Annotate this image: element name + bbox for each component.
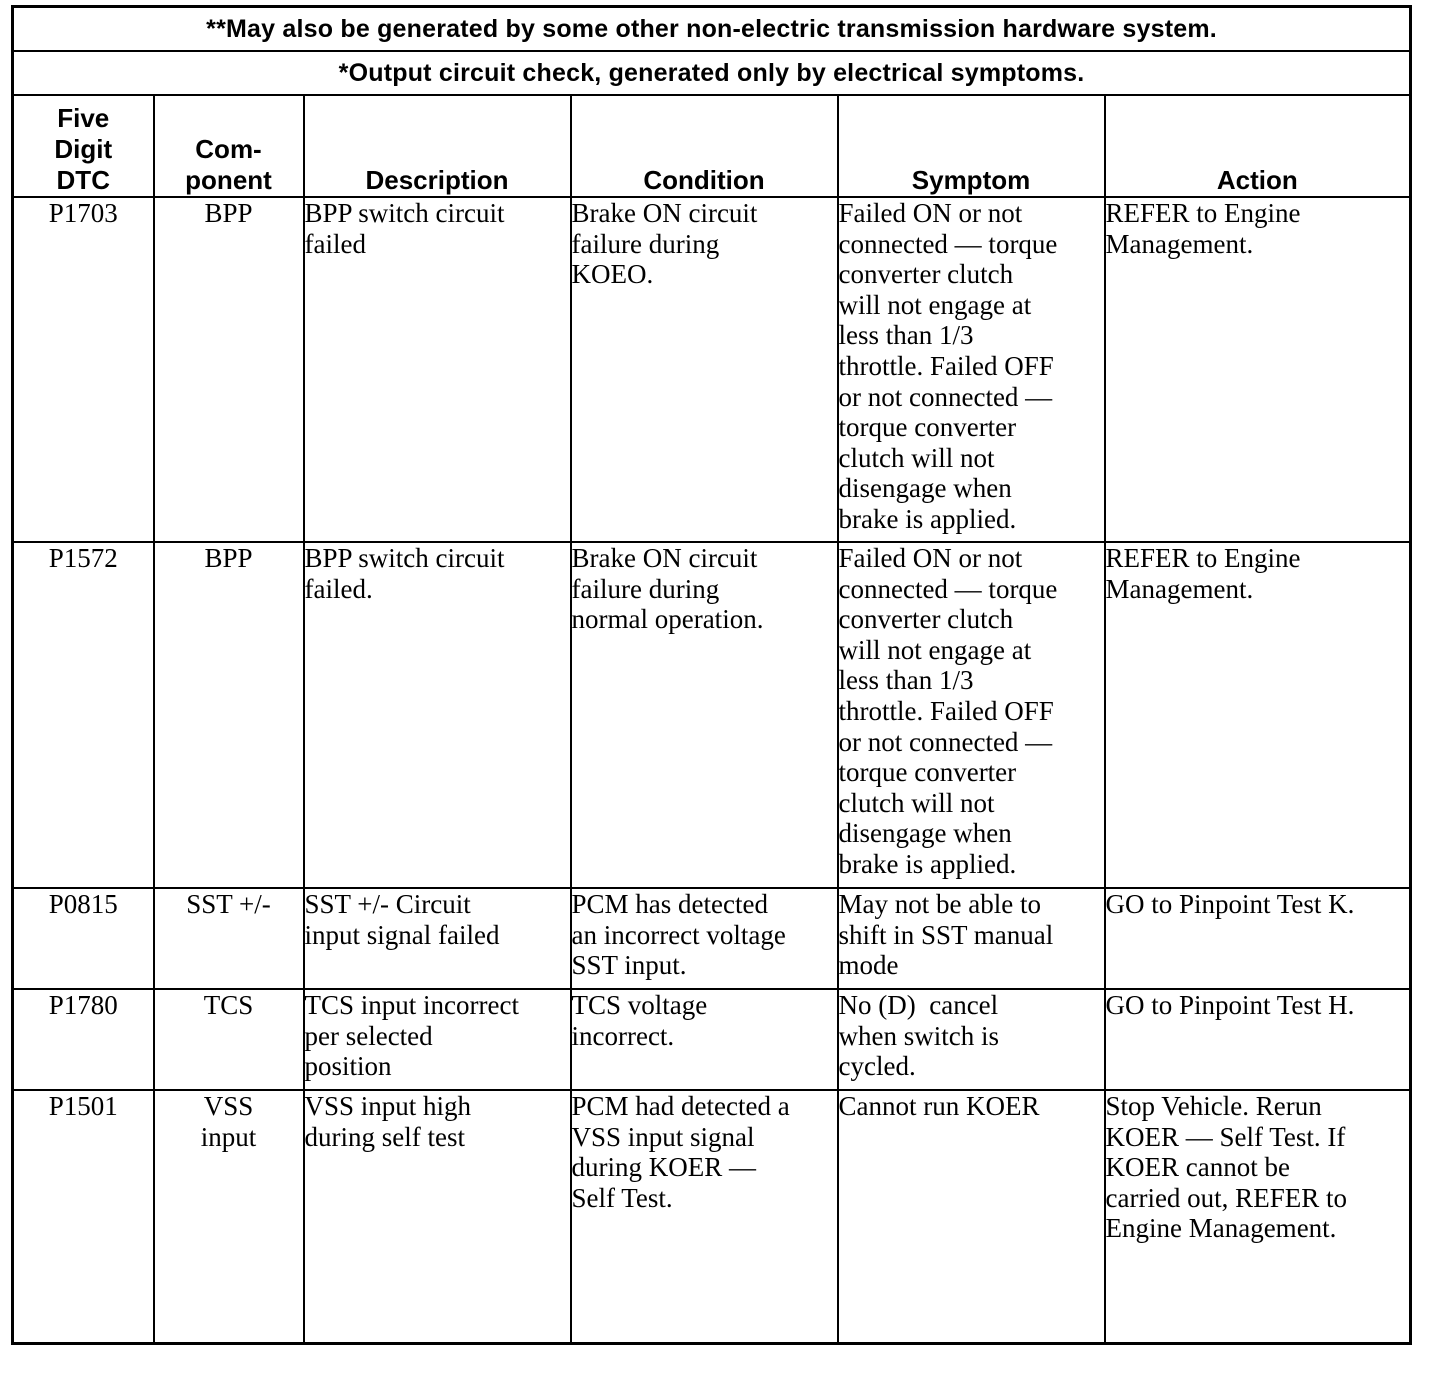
action: GO to Pinpoint Test H.: [1105, 989, 1411, 1090]
dtc-code: P1572: [13, 542, 154, 888]
table-row: [13, 1090, 1411, 1344]
dtc-code: P1501: [13, 1090, 154, 1344]
action: GO to Pinpoint Test K.: [1105, 888, 1411, 989]
column-header-row: [13, 95, 1411, 197]
dtc-code: P0815: [13, 888, 154, 989]
table-row: [13, 542, 1411, 888]
header-condition: Condition: [571, 95, 838, 197]
banner-note-output-circuit: *Output circuit check, generated only by electrical symptoms.: [13, 51, 1411, 95]
header-dtc: Five Digit DTC: [13, 95, 154, 197]
dtc-code: P1780: [13, 989, 154, 1090]
header-action: Action: [1105, 95, 1411, 197]
condition: Brake ON circuit failure during KOEO.: [571, 197, 838, 542]
action: REFER to Engine Management.: [1105, 197, 1411, 542]
condition: PCM has detected an incorrect voltage SST input.: [571, 888, 838, 989]
header-symptom: Symptom: [838, 95, 1105, 197]
description: BPP switch circuit failed: [304, 197, 571, 542]
component: TCS: [154, 989, 304, 1090]
header-description: Description: [304, 95, 571, 197]
component: VSS input: [154, 1090, 304, 1344]
dtc-table-wrapper: [11, 5, 1412, 1345]
dtc-table: [11, 5, 1412, 1345]
dtc-code: P1703: [13, 197, 154, 542]
symptom: Cannot run KOER: [838, 1090, 1105, 1344]
description: BPP switch circuit failed.: [304, 542, 571, 888]
symptom: May not be able to shift in SST manual mode: [838, 888, 1105, 989]
description: VSS input high during self test: [304, 1090, 571, 1344]
condition: Brake ON circuit failure during normal operation.: [571, 542, 838, 888]
banner-note-hardware: **May also be generated by some other non-electric transmission hardware system.: [13, 7, 1411, 52]
action: Stop Vehicle. Rerun KOER — Self Test. If KOER cannot be carried out, REFER to Engine Management.: [1105, 1090, 1411, 1344]
table-row: [13, 888, 1411, 989]
component: BPP: [154, 542, 304, 888]
symptom: Failed ON or not connected — torque converter clutch will not engage at less than 1/3 throttle. Failed OFF or not connected — torque converter clutch will not disengage when brake is applied.: [838, 197, 1105, 542]
header-component: Com- ponent: [154, 95, 304, 197]
action: REFER to Engine Management.: [1105, 542, 1411, 888]
symptom: Failed ON or not connected — torque converter clutch will not engage at less than 1/3 throttle. Failed OFF or not connected — torque converter clutch will not disengage when brake is applied.: [838, 542, 1105, 888]
table-row: [13, 989, 1411, 1090]
description: TCS input incorrect per selected position: [304, 989, 571, 1090]
symptom: No (D) cancel when switch is cycled.: [838, 989, 1105, 1090]
component: SST +/-: [154, 888, 304, 989]
component: BPP: [154, 197, 304, 542]
condition: PCM had detected a VSS input signal during KOER — Self Test.: [571, 1090, 838, 1344]
description: SST +/- Circuit input signal failed: [304, 888, 571, 989]
table-row: [13, 197, 1411, 542]
condition: TCS voltage incorrect.: [571, 989, 838, 1090]
